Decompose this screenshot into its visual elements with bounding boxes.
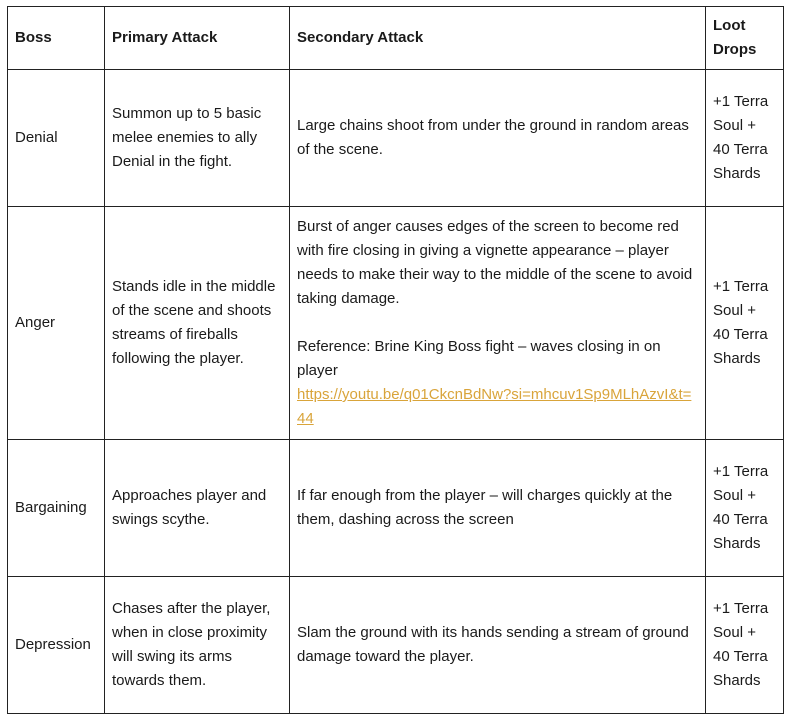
boss-table — [7, 6, 784, 714]
table-row — [8, 207, 784, 440]
loot-drops-cell: +1 Terra Soul + 40 Terra Shards — [706, 440, 784, 577]
primary-attack-cell: Chases after the player, when in close proximity will swing its arms towards them. — [105, 577, 290, 714]
secondary-attack-reference: Reference: Brine King Boss fight – waves closing in on player — [297, 338, 661, 379]
boss-name: Anger — [8, 207, 105, 440]
table-header-row — [8, 7, 784, 70]
table-row — [8, 440, 784, 577]
secondary-attack-cell: Large chains shoot from under the ground in random areas of the scene. — [290, 70, 706, 207]
primary-attack-cell: Stands idle in the middle of the scene and shoots streams of fireballs following the player. — [105, 207, 290, 440]
table-row — [8, 577, 784, 714]
boss-name: Depression — [8, 577, 105, 714]
loot-drops-cell: +1 Terra Soul + 40 Terra Shards — [706, 70, 784, 207]
reference-video-link[interactable]: https://youtu.be/q01CkcnBdNw?si=mhcuv1Sp9MLhAzvI&t=44 — [297, 386, 692, 427]
primary-attack-cell: Summon up to 5 basic melee enemies to ally Denial in the fight. — [105, 70, 290, 207]
secondary-attack-text: Burst of anger causes edges of the screen to become red with fire closing in giving a vignette appearance – player needs to make their way to the middle of the scene to avoid taking damage. — [297, 218, 693, 307]
header-primary-attack: Primary Attack — [105, 7, 290, 70]
loot-drops-cell: +1 Terra Soul + 40 Terra Shards — [706, 577, 784, 714]
header-secondary-attack: Secondary Attack — [290, 7, 706, 70]
paragraph-gap — [297, 311, 698, 335]
secondary-attack-cell — [290, 207, 706, 440]
header-loot-drops: Loot Drops — [706, 7, 784, 70]
secondary-attack-cell: Slam the ground with its hands sending a stream of ground damage toward the player. — [290, 577, 706, 714]
header-boss: Boss — [8, 7, 105, 70]
secondary-attack-cell: If far enough from the player – will charges quickly at the them, dashing across the screen — [290, 440, 706, 577]
table-row — [8, 70, 784, 207]
primary-attack-cell: Approaches player and swings scythe. — [105, 440, 290, 577]
loot-drops-cell: +1 Terra Soul + 40 Terra Shards — [706, 207, 784, 440]
boss-name: Bargaining — [8, 440, 105, 577]
boss-name: Denial — [8, 70, 105, 207]
